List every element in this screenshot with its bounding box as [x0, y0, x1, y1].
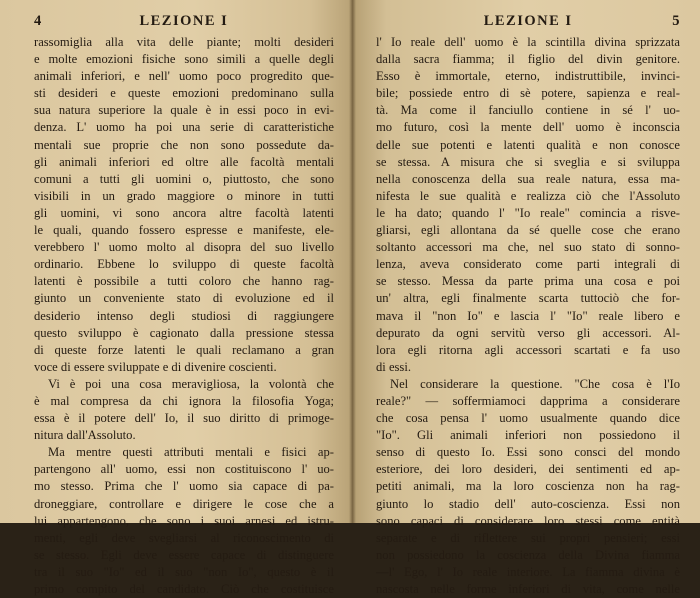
- text-line: l' Io reale dell' uomo è la scintilla divina sprizzata: [376, 35, 680, 49]
- text-line: bile; possiede entro di sè potere, sapienza e real-: [376, 86, 680, 101]
- text-line: visibili in un grado maggiore o minore in tutti: [34, 188, 334, 203]
- text-line: nitura dall'Assoluto.: [34, 428, 136, 443]
- text-line: "Io". Gli animali inferiori non possiedono il: [376, 428, 680, 443]
- text-line: gli animali inferiori ed oltre alle facoltà mentali: [34, 154, 334, 169]
- text-line: le quali, quando fossero espresse e manifeste, ele-: [34, 223, 334, 238]
- text-line: esteriore, dei loro desideri, dei sentimenti ed ap-: [376, 462, 680, 477]
- text-line: menti, egli deve svegliarsi al riconoscimento di: [34, 530, 334, 545]
- text-line: mo stesso. Prima che l' uomo sia capace di pa-: [34, 479, 334, 494]
- text-line: sono capaci di considerare loro stessi come entità: [376, 513, 680, 528]
- text-line: mava il "non Io" e lascia l' "Io" reale libero e: [376, 308, 680, 323]
- text-line: separate e di riflettere sui propri pensieri; essi: [376, 530, 680, 545]
- text-line: verebbero l' uomo molto al disopra del suo livello: [34, 240, 334, 255]
- text-line: soltanto accessori ma che, nel suo stato di sonno-: [376, 240, 680, 255]
- text-line: mo futuro, così la mente dell' uomo è inconscia: [376, 120, 680, 135]
- text-line: questo sviluppo è cagionato dalla pressione stessa: [34, 325, 334, 340]
- left-running-head: [34, 10, 334, 32]
- text-line: se stessa. A misura che si sveglia e si sviluppa: [376, 154, 680, 169]
- text-line: Nel considerare la questione. "Che cosa è l'Io: [390, 376, 680, 391]
- text-line: sti desideri e queste emozioni predominano sulla: [34, 86, 334, 101]
- text-line: primo compito del candidato. Ciò che costituisce: [34, 582, 334, 596]
- text-line: rassomiglia alla vita delle piante; molti desideri: [34, 35, 334, 49]
- text-line: desiderio intenso degli studiosi di raggiungere: [34, 308, 334, 323]
- text-line: voce di essere sviluppate e di divenire coscienti.: [34, 359, 277, 374]
- text-line: dalla sacra fiamma; il figlio del divin genitore.: [376, 52, 680, 67]
- right-page: [352, 0, 700, 596]
- text-line: mentali sue proprie che non sono possedute da-: [34, 137, 334, 152]
- right-running-title: LEZIONE I: [483, 13, 573, 29]
- text-line: Esso è immortale, eterno, indistruttibile, invinci-: [376, 69, 680, 84]
- text-line: ordinario. Ebbene lo sviluppo di queste facoltà: [34, 257, 334, 272]
- text-line: Ma mentre questi attributi mentali e fisici ap-: [48, 445, 334, 460]
- text-line: lora egli ritorna agli accessori scartati e fa uso: [376, 342, 680, 357]
- text-line: —l' Ego, l' Io reale interiore. La fiamma divina è: [376, 564, 680, 579]
- text-line: gliarsi, egli allontana da sé quelle cose che erano: [376, 223, 680, 238]
- text-line: depurato da ogni servitù verso gli accessori. Al-: [376, 325, 680, 340]
- text-line: giunto lo stadio dell' auto-coscienza. Essi non: [376, 496, 680, 511]
- text-line: partengono all' uomo, essi non costituiscono l' uo-: [34, 462, 334, 477]
- text-line: sua natura superiore la quale è in essi poco in evi-: [34, 103, 334, 118]
- text-line: un' altra, egli finalmente scarta tuttociò che for-: [376, 291, 680, 306]
- text-line: nascosta nelle forme inferiori di vita, come nelle: [376, 582, 680, 596]
- text-line: le ha dato; quando l' "Io reale" comincia a risve-: [376, 205, 680, 220]
- left-running-title: LEZIONE I: [139, 13, 229, 29]
- right-page-body: [376, 34, 680, 598]
- left-page-body: [34, 34, 334, 598]
- left-page-number: 4: [34, 13, 42, 29]
- text-line: senso di questo Io. Essi sono consci del mondo: [376, 445, 680, 460]
- text-line: Vi è poi una cosa meravigliosa, la volontà che: [48, 376, 334, 391]
- text-line: delle sue potenti e latenti qualità e non conosce: [376, 137, 680, 152]
- text-line: se stesso. Messa da parte prima una cosa e poi: [376, 274, 680, 289]
- text-line: essa è il potere dell' Io, il suo diritto di primoge-: [34, 411, 334, 426]
- text-line: denza. L' uomo ha poi una serie di caratteristiche: [34, 120, 334, 135]
- text-line: è mal compresa da chi ignora la filosofia Yoga;: [34, 393, 334, 408]
- text-line: che cosa pensa l' uomo usualmente quando dice: [376, 411, 680, 426]
- text-line: e molte emozioni fisiche sono simili a quelle degli: [34, 52, 334, 67]
- text-line: gli uomini, vi sono ancora altre facoltà latenti: [34, 205, 334, 220]
- text-line: latenti è possibile a tutti coloro che hanno rag-: [34, 274, 334, 289]
- text-line: giunto un conveniente stato di evoluzione ed il: [34, 291, 334, 306]
- text-line: non possiedono la coscienza della Divina fiamma: [376, 547, 680, 562]
- text-line: lui appartengono, che sono i suoi arnesi ed istru-: [34, 513, 334, 528]
- text-line: nifesta le sue qualità e realizza ciò che l'Assoluto: [376, 188, 680, 203]
- right-running-head: [376, 10, 680, 32]
- right-page-number: 5: [672, 13, 680, 29]
- text-line: animali inferiori, e nell' uomo poco progredito que-: [34, 69, 334, 84]
- text-line: petiti animali, ma la loro coscienza non ha rag-: [376, 479, 680, 494]
- text-line: lenza, aveva considerato come parti integrali di: [376, 257, 680, 272]
- text-line: reale?" — soffermiamoci dapprima a considerare: [376, 393, 680, 408]
- text-line: di essi.: [376, 359, 411, 374]
- text-line: di queste forze latenti le quali reclamano a gran: [34, 342, 334, 357]
- text-line: nella conoscenza della sua reale natura, essa ma-: [376, 171, 680, 186]
- text-line: comuni a tutti gli uomini o, piuttosto, che sono: [34, 171, 334, 186]
- text-line: droneggiare, controllare e dirigere le cose che a: [34, 496, 334, 511]
- text-line: se stesso. Egli deve essere capace di distinguere: [34, 547, 334, 562]
- text-line: tà. Ma come il fanciullo contiene in sé l' uo-: [376, 103, 680, 118]
- text-line: tra il suo "Io" ed il suo "non Io", questo è il: [34, 564, 334, 579]
